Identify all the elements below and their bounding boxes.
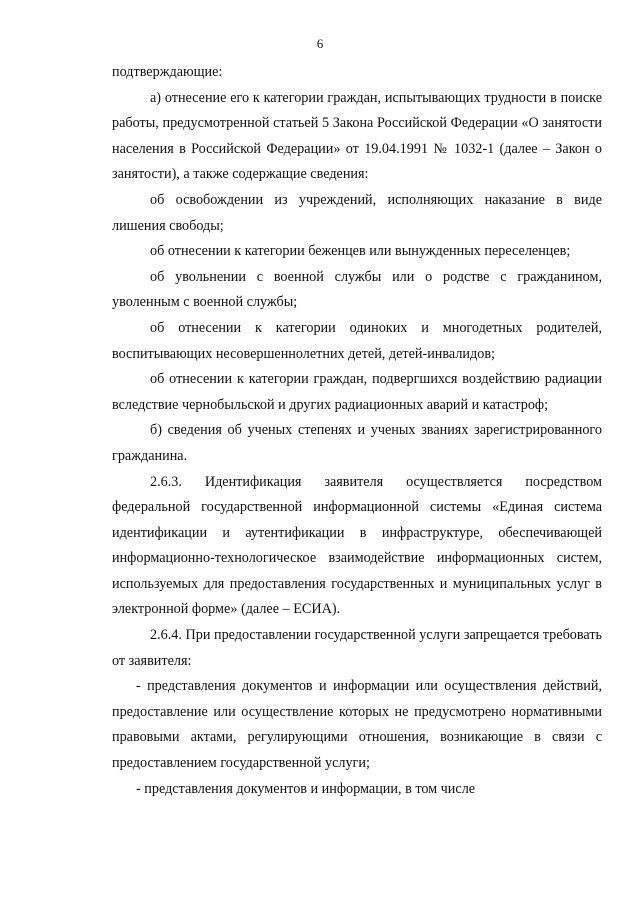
paragraph-2-6-3: 2.6.3. Идентификация заявителя осуществляется посредством федеральной государственной информационной системы «Единая система идентификации и аутентификации в инфраструктуре, обеспечивающей информационно-технологическое взаимодействие информационных систем, используемых для предоставления государственных и муниципальных услуг в электронной форме» (далее – ЕСИА). <box>112 473 602 618</box>
paragraph-b: б) сведения об ученых степенях и ученых званиях зарегистрированного гражданина. <box>112 422 602 464</box>
paragraph-military-discharge: об увольнении с военной службы или о родстве с гражданином, уволенным с военной службы; <box>112 268 602 311</box>
paragraph-intro: подтверждающие: <box>112 64 223 80</box>
document-body <box>112 60 602 802</box>
paragraph-radiation: об отнесении к категории граждан, подвергшихся воздействию радиации вследствие чернобыльской и других радиационных аварий и катастроф; <box>112 371 602 413</box>
paragraph-release-from-prison: об освобождении из учреждений, исполняющих наказание в виде лишения свободы; <box>112 191 602 234</box>
paragraph-refugees: об отнесении к категории беженцев или вынужденных переселенцев; <box>150 243 571 260</box>
paragraph-a: а) отнесение его к категории граждан, испытывающих трудности в поиске работы, предусмотренной статьей 5 Закона Российской Федерации «О занятости населения в Российской Федерации» от 19.04.1991 № 1032-1 (далее – Закон о занятости), а также содержащие сведения: <box>112 89 602 183</box>
page-number: 6 <box>316 36 324 51</box>
paragraph-2-6-4: 2.6.4. При предоставлении государственной услуги запрещается требовать от заявителя: <box>112 627 602 669</box>
paragraph-dash-2: - представления документов и информации, в том числе <box>136 780 476 797</box>
paragraph-single-parents: об отнесении к категории одиноких и многодетных родителей, воспитывающих несовершеннолетних детей, детей-инвалидов; <box>112 319 602 362</box>
paragraph-dash-1: - представления документов и информации или осуществления действий, предоставление или осуществление которых не предусмотрено нормативными правовыми актами, регулирующими отношения, возникающие в связи с предоставлением государственной услуги; <box>112 678 602 772</box>
